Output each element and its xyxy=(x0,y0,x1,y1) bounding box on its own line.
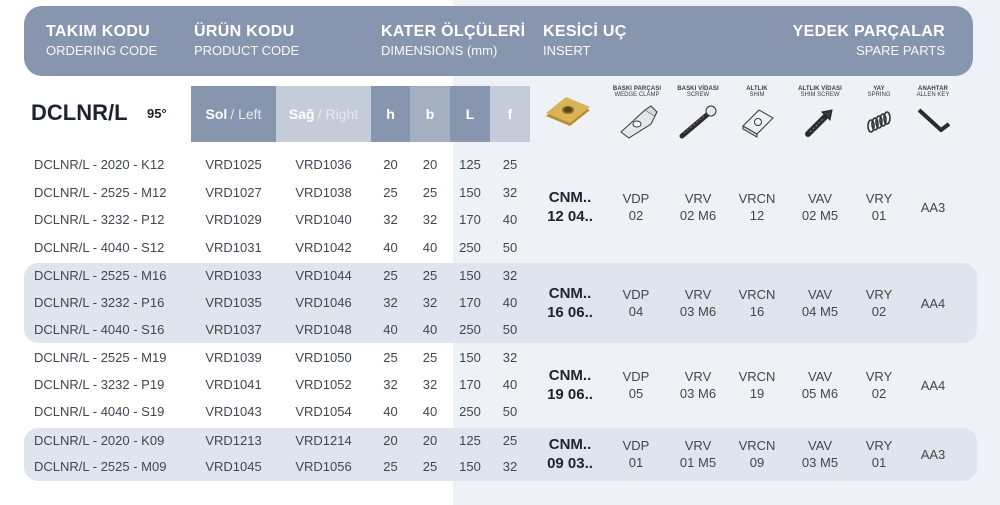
group-screw-line1: VRV xyxy=(684,369,712,384)
cell-b: 32 xyxy=(422,212,438,227)
cell-h: 20 xyxy=(383,433,398,448)
group-ins-line1: CNM.. xyxy=(548,436,592,453)
group-shim xyxy=(730,286,784,320)
cell-L: 150 xyxy=(459,185,481,200)
header-insert-en: INSERT xyxy=(543,43,591,58)
column-header-right xyxy=(276,86,371,142)
group-shim-line2: 16 xyxy=(749,304,765,319)
cell-code: DCLNR/L - 4040 - S12 xyxy=(34,240,165,255)
group-key-line1: AA3 xyxy=(920,446,946,462)
cell-h: 25 xyxy=(383,268,398,283)
group-clamp-line1: VDP xyxy=(622,287,650,302)
group-clamp-line2: 05 xyxy=(628,386,644,401)
cell-h: 32 xyxy=(383,295,398,310)
group-shim xyxy=(730,368,784,402)
group-ins-line2: 09 03.. xyxy=(547,455,593,472)
header-dimensions-en: DIMENSIONS (mm) xyxy=(381,43,498,58)
cell-sag: VRD1038 xyxy=(295,185,352,200)
cell-b: 32 xyxy=(422,295,438,310)
product-title: DCLNR/L xyxy=(31,100,128,125)
screw-icon xyxy=(676,102,720,142)
cell-L: 250 xyxy=(459,404,481,419)
cell-code: DCLNR/L - 2525 - M16 xyxy=(34,268,167,283)
group-key xyxy=(910,446,956,463)
group-shim-line2: 09 xyxy=(749,455,765,470)
cell-b: 40 xyxy=(422,322,438,337)
insert-icon xyxy=(544,96,592,130)
group-shimscrew-line2: 03 M5 xyxy=(801,455,839,470)
group-shimscrew xyxy=(790,437,850,471)
header-dimensions-tr: KATER ÖLÇÜLERİ xyxy=(381,23,526,40)
spare-header-screw xyxy=(669,86,727,142)
cell-f: 32 xyxy=(502,459,518,474)
table-row xyxy=(0,207,1000,233)
group-spring-line2: 01 xyxy=(871,455,887,470)
group-spring-line2: 02 xyxy=(871,386,887,401)
cell-L: 150 xyxy=(459,459,481,474)
group-key xyxy=(910,295,956,312)
cell-code: DCLNR/L - 3232 - P19 xyxy=(34,377,165,392)
group-screw xyxy=(669,190,727,224)
cell-h: 40 xyxy=(383,404,398,419)
spare-header-shim-screw xyxy=(790,86,850,142)
group-ins xyxy=(544,435,596,473)
cell-L: 150 xyxy=(459,350,481,365)
cell-sol: VRD1043 xyxy=(205,404,262,419)
table-row xyxy=(0,345,1000,371)
spare-shim-tr: ALTLIK xyxy=(746,86,768,92)
group-key-line1: AA4 xyxy=(920,295,946,311)
cell-sag: VRD1036 xyxy=(295,157,352,172)
group-ins-line1: CNM.. xyxy=(548,367,592,384)
header-band xyxy=(24,6,973,76)
cell-sol: VRD1029 xyxy=(205,212,262,227)
group-screw-line1: VRV xyxy=(684,438,712,453)
cell-f: 40 xyxy=(502,212,518,227)
cell-sag: VRD1054 xyxy=(295,404,352,419)
cell-code: DCLNR/L - 2525 - M09 xyxy=(34,459,167,474)
column-header-h: h xyxy=(371,86,410,142)
cell-code: DCLNR/L - 2525 - M19 xyxy=(34,350,167,365)
spare-shimscrew-tr: ALTLIK VİDASI xyxy=(798,86,842,92)
cell-b: 25 xyxy=(422,350,438,365)
cell-sol: VRD1025 xyxy=(205,157,262,172)
group-shimscrew-line2: 04 M5 xyxy=(801,304,839,319)
cell-sag: VRD1048 xyxy=(295,322,352,337)
cell-b: 20 xyxy=(422,157,438,172)
cell-L: 250 xyxy=(459,240,481,255)
cell-sol: VRD1213 xyxy=(205,433,262,448)
group-clamp-line1: VDP xyxy=(622,191,650,206)
spare-spring-tr: YAY xyxy=(873,86,885,92)
cell-sag: VRD1044 xyxy=(295,268,352,283)
cell-L: 170 xyxy=(459,212,481,227)
header-product-en: PRODUCT CODE xyxy=(194,43,300,58)
cell-sag: VRD1042 xyxy=(295,240,352,255)
cell-sag: VRD1052 xyxy=(295,377,352,392)
wedge-clamp-icon xyxy=(615,102,659,142)
cell-f: 32 xyxy=(502,350,518,365)
group-key-line1: AA4 xyxy=(920,377,946,393)
cell-L: 125 xyxy=(459,157,481,172)
group-shim-line1: VRCN xyxy=(738,438,776,453)
group-clamp xyxy=(608,190,664,224)
cell-sag: VRD1050 xyxy=(295,350,352,365)
group-shimscrew xyxy=(790,368,850,402)
header-dimensions xyxy=(381,23,525,58)
spare-shimscrew-en: SHIM SCREW xyxy=(800,92,840,98)
group-clamp-line2: 04 xyxy=(628,304,644,319)
group-shimscrew-line2: 02 M5 xyxy=(801,208,839,223)
group-shim-line2: 19 xyxy=(749,386,765,401)
header-ordering-code xyxy=(46,23,157,58)
table-row xyxy=(0,372,1000,398)
allen-key-icon xyxy=(913,102,953,142)
table-row xyxy=(0,317,1000,343)
cell-f: 25 xyxy=(502,433,518,448)
group-screw-line2: 01 M5 xyxy=(679,455,717,470)
shim-icon xyxy=(737,102,777,142)
cell-f: 40 xyxy=(502,377,518,392)
shim-screw-icon xyxy=(800,102,840,142)
group-shim-line1: VRCN xyxy=(738,369,776,384)
group-ins-line2: 12 04.. xyxy=(547,208,593,225)
cell-h: 32 xyxy=(383,212,398,227)
header-insert-tr: KESİCİ UÇ xyxy=(543,23,627,40)
cell-L: 250 xyxy=(459,322,481,337)
cell-h: 40 xyxy=(383,322,398,337)
group-spring-line1: VRY xyxy=(865,438,893,453)
cell-b: 40 xyxy=(422,404,438,419)
cell-b: 32 xyxy=(422,377,438,392)
group-spring-line2: 01 xyxy=(871,208,887,223)
spare-header-shim xyxy=(730,86,784,142)
group-shimscrew-line2: 05 M6 xyxy=(801,386,839,401)
cell-b: 40 xyxy=(422,240,438,255)
header-product-code xyxy=(194,23,299,58)
spare-spring-en: SPRING xyxy=(867,92,891,98)
group-ins-line2: 19 06.. xyxy=(547,386,593,403)
cell-sag: VRD1056 xyxy=(295,459,352,474)
group-screw xyxy=(669,368,727,402)
column-header-L: L xyxy=(450,86,490,142)
cell-sol: VRD1039 xyxy=(205,350,262,365)
table-row xyxy=(0,235,1000,261)
group-clamp-line2: 02 xyxy=(628,208,644,223)
group-screw xyxy=(669,286,727,320)
cell-sag: VRD1040 xyxy=(295,212,352,227)
cell-sag: VRD1214 xyxy=(295,433,352,448)
cell-sol: VRD1037 xyxy=(205,322,262,337)
spare-header-wedge-clamp xyxy=(608,86,666,142)
group-clamp-line1: VDP xyxy=(622,369,650,384)
table-row xyxy=(0,399,1000,425)
group-shimscrew-line1: VAV xyxy=(807,438,833,453)
cell-f: 50 xyxy=(502,322,518,337)
group-clamp xyxy=(608,437,664,471)
group-spring xyxy=(856,368,902,402)
group-spring-line1: VRY xyxy=(865,191,893,206)
spare-screw-tr: BASKI VİDASI xyxy=(677,86,719,92)
cell-sol: VRD1027 xyxy=(205,185,262,200)
cell-sol: VRD1031 xyxy=(205,240,262,255)
cell-h: 40 xyxy=(383,240,398,255)
cell-L: 170 xyxy=(459,377,481,392)
header-spare-en: SPARE PARTS xyxy=(856,43,945,58)
cell-code: DCLNR/L - 2020 - K12 xyxy=(34,157,165,172)
group-shim-line1: VRCN xyxy=(738,287,776,302)
cell-L: 125 xyxy=(459,433,481,448)
column-left-bold: Sol xyxy=(205,106,228,122)
cell-f: 32 xyxy=(502,268,518,283)
cell-h: 25 xyxy=(383,185,398,200)
group-shimscrew-line1: VAV xyxy=(807,191,833,206)
cell-b: 20 xyxy=(422,433,438,448)
group-spring-line1: VRY xyxy=(865,369,893,384)
header-spare-tr: YEDEK PARÇALAR xyxy=(792,23,945,40)
cell-f: 50 xyxy=(502,404,518,419)
cell-L: 170 xyxy=(459,295,481,310)
cell-h: 20 xyxy=(383,157,398,172)
cell-f: 40 xyxy=(502,295,518,310)
column-right-bold: Sağ xyxy=(288,106,315,122)
group-shim xyxy=(730,437,784,471)
group-screw-line1: VRV xyxy=(684,191,712,206)
group-screw-line2: 03 M6 xyxy=(679,304,717,319)
cell-code: DCLNR/L - 2020 - K09 xyxy=(34,433,165,448)
cell-sol: VRD1041 xyxy=(205,377,262,392)
table-row xyxy=(0,428,1000,454)
column-header-f: f xyxy=(490,86,530,142)
column-header-left xyxy=(191,86,276,142)
group-ins-line2: 16 06.. xyxy=(547,304,593,321)
spare-screw-en: SCREW xyxy=(686,92,710,98)
group-screw xyxy=(669,437,727,471)
group-clamp-line2: 01 xyxy=(628,455,644,470)
header-spare-parts xyxy=(793,23,945,58)
group-screw-line2: 03 M6 xyxy=(679,386,717,401)
cell-code: DCLNR/L - 2525 - M12 xyxy=(34,185,167,200)
cell-b: 25 xyxy=(422,268,438,283)
cell-b: 25 xyxy=(422,185,438,200)
cell-code: DCLNR/L - 4040 - S16 xyxy=(34,322,165,337)
group-shimscrew xyxy=(790,190,850,224)
group-spring-line2: 02 xyxy=(871,304,887,319)
group-key-line1: AA3 xyxy=(920,199,946,215)
spare-clamp-tr: BASKI PARÇASI xyxy=(612,86,662,92)
column-left-rest: / Left xyxy=(230,106,262,122)
group-spring xyxy=(856,190,902,224)
cell-sol: VRD1045 xyxy=(205,459,262,474)
group-clamp xyxy=(608,286,664,320)
table-row xyxy=(0,290,1000,316)
group-spring xyxy=(856,286,902,320)
group-key xyxy=(910,377,956,394)
table-row xyxy=(0,263,1000,289)
group-shim-line1: VRCN xyxy=(738,191,776,206)
cell-sag: VRD1046 xyxy=(295,295,352,310)
group-shim xyxy=(730,190,784,224)
cell-b: 25 xyxy=(422,459,438,474)
table-row xyxy=(0,180,1000,206)
group-ins-line1: CNM.. xyxy=(548,189,592,206)
cell-f: 32 xyxy=(502,185,518,200)
group-shimscrew xyxy=(790,286,850,320)
group-ins xyxy=(544,284,596,322)
spare-key-tr: ANAHTAR xyxy=(918,86,948,92)
group-spring-line1: VRY xyxy=(865,287,893,302)
spring-icon xyxy=(859,102,899,142)
header-ordering-en: ORDERING CODE xyxy=(46,43,158,58)
table-row xyxy=(0,454,1000,480)
angle-label: 95° xyxy=(147,106,167,121)
cell-f: 25 xyxy=(502,157,518,172)
group-screw-line1: VRV xyxy=(684,287,712,302)
spare-header-allen-key xyxy=(910,86,956,142)
group-screw-line2: 02 M6 xyxy=(679,208,717,223)
column-right-rest: / Right xyxy=(317,106,359,122)
spare-shim-en: SHIM xyxy=(749,92,765,98)
group-shimscrew-line1: VAV xyxy=(807,369,833,384)
cell-code: DCLNR/L - 4040 - S19 xyxy=(34,404,165,419)
header-ordering-tr: TAKIM KODU xyxy=(46,23,151,40)
group-spring xyxy=(856,437,902,471)
cell-sol: VRD1035 xyxy=(205,295,262,310)
group-ins xyxy=(544,366,596,404)
spare-header-spring xyxy=(856,86,902,142)
spare-key-en: ALLEN KEY xyxy=(916,92,950,98)
cell-h: 25 xyxy=(383,459,398,474)
group-shim-line2: 12 xyxy=(749,208,765,223)
cell-code: DCLNR/L - 3232 - P12 xyxy=(34,212,165,227)
spare-clamp-en: WEDGE CLAMP xyxy=(614,92,660,98)
column-header-b: b xyxy=(410,86,450,142)
header-product-tr: ÜRÜN KODU xyxy=(194,23,295,40)
group-clamp-line1: VDP xyxy=(622,438,650,453)
cell-f: 50 xyxy=(502,240,518,255)
cell-h: 25 xyxy=(383,350,398,365)
group-ins xyxy=(544,188,596,226)
header-insert xyxy=(543,23,627,58)
cell-sol: VRD1033 xyxy=(205,268,262,283)
group-shimscrew-line1: VAV xyxy=(807,287,833,302)
group-ins-line1: CNM.. xyxy=(548,285,592,302)
table-row xyxy=(0,152,1000,178)
cell-L: 150 xyxy=(459,268,481,283)
group-key xyxy=(910,199,956,216)
cell-code: DCLNR/L - 3232 - P16 xyxy=(34,295,165,310)
group-clamp xyxy=(608,368,664,402)
cell-h: 32 xyxy=(383,377,398,392)
